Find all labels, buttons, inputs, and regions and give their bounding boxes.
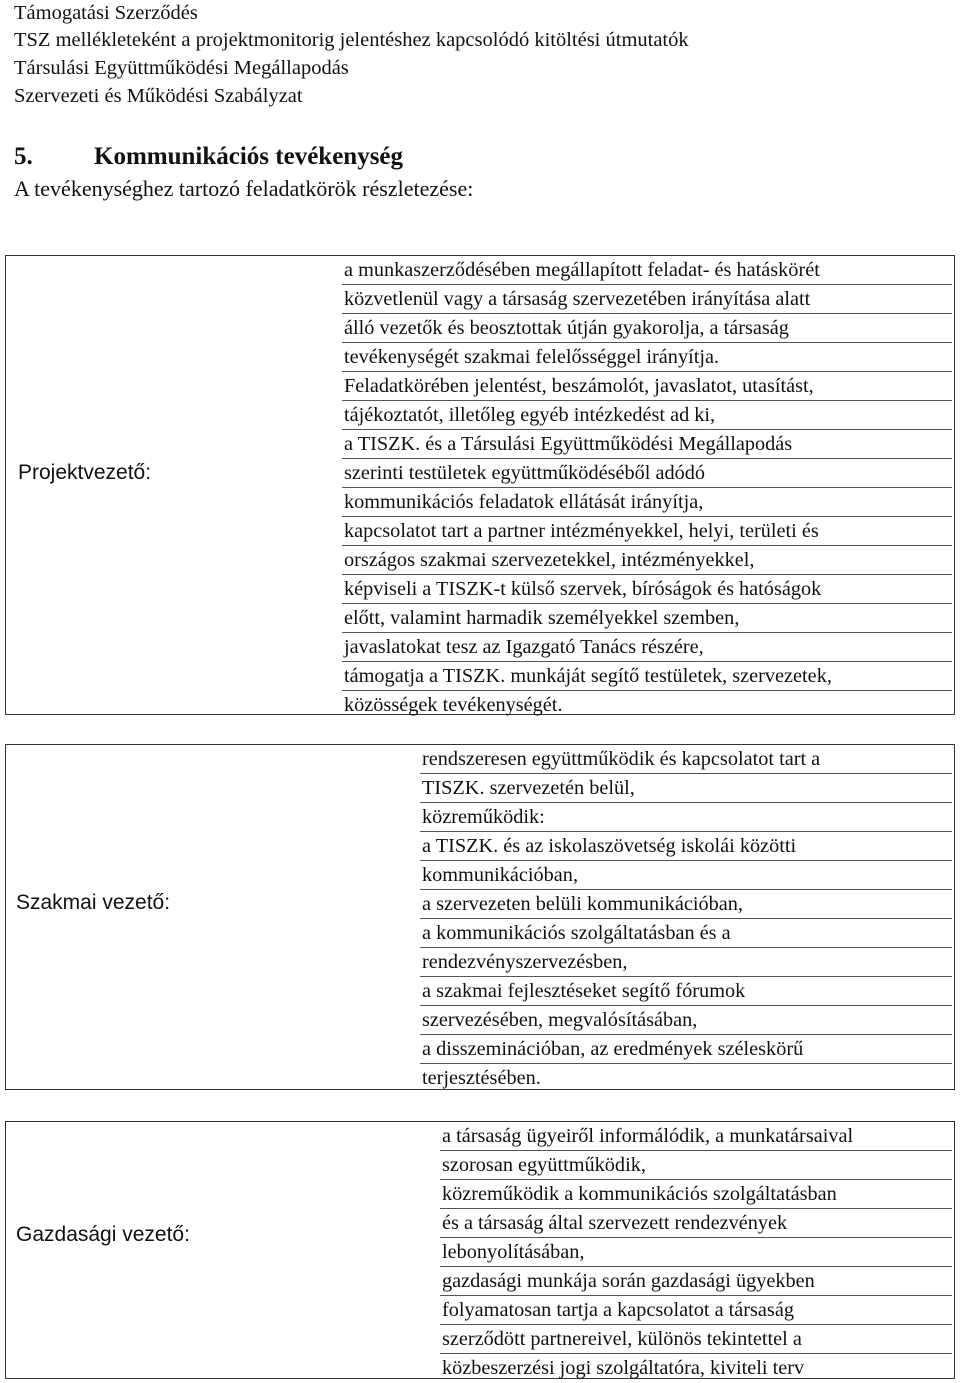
duty-line: a disszeminációban, az eredmények széleskörű	[420, 1035, 952, 1064]
duty-line: terjesztésében.	[422, 1067, 541, 1089]
role-duties-project-manager	[342, 256, 952, 720]
role-label-project-manager: Projektvezető:	[18, 461, 152, 484]
duty-line: közvetlenül vagy a társaság szervezetében irányítása alatt	[342, 285, 952, 314]
duty-line: és a társaság által szervezett rendezvények	[440, 1209, 952, 1238]
section-subtitle: A tevékenységhez tartozó feladatkörök részletezése:	[14, 176, 474, 201]
role-duties-financial-lead	[440, 1122, 952, 1383]
duty-line: a szakmai fejlesztéseket segítő fórumok	[420, 977, 952, 1006]
duty-line: javaslatokat tesz az Igazgató Tanács részére,	[342, 633, 952, 662]
role-label-financial-lead: Gazdasági vezető:	[16, 1223, 190, 1246]
duty-line: a TISZK. és az iskolaszövetség iskolái közötti	[420, 832, 952, 861]
role-duties-professional-lead	[420, 745, 952, 1093]
duty-line: rendszeresen együttműködik és kapcsolatot tart a	[420, 745, 952, 774]
duty-line: a szervezeten belüli kommunikációban,	[420, 890, 952, 919]
duty-line: folyamatosan tartja a kapcsolatot a társaság	[440, 1296, 952, 1325]
duty-line: képviseli a TISZK-t külső szervek, bíróságok és hatóságok	[342, 575, 952, 604]
section-title-text: Kommunikációs tevékenység	[94, 143, 404, 170]
duty-line: előtt, valamint harmadik személyekkel szemben,	[342, 604, 952, 633]
duty-line: közreműködik a kommunikációs szolgáltatásban	[440, 1180, 952, 1209]
duty-line: lebonyolításában,	[440, 1238, 952, 1267]
duty-line: közbeszerzési jogi szolgáltatóra, kiviteli terv	[442, 1357, 805, 1379]
duty-line: álló vezetők és beosztottak útján gyakorolja, a társaság	[342, 314, 952, 343]
duty-line: Feladatkörében jelentést, beszámolót, javaslatot, utasítást,	[342, 372, 952, 401]
duty-line: a munkaszerződésében megállapított feladat- és hatáskörét	[342, 256, 952, 285]
duty-line: TISZK. szervezetén belül,	[420, 774, 952, 803]
duty-line: kapcsolatot tart a partner intézményekkel, helyi, területi és	[342, 517, 952, 546]
duty-line: szorosan együttműködik,	[440, 1151, 952, 1180]
duty-line: szerinti testületek együttműködéséből adódó	[342, 459, 952, 488]
header-line-2: TSZ mellékleteként a projektmonitorig jelentéshez kapcsolódó kitöltési útmutatók	[14, 29, 689, 51]
role-label-cell-professional-lead	[5, 744, 410, 1090]
duty-line: közreműködik:	[420, 803, 952, 832]
role-label-cell-financial-lead	[5, 1121, 432, 1379]
duty-line: kommunikációs feladatok ellátását irányítja,	[342, 488, 952, 517]
duty-line: tevékenységét szakmai felelősséggel irányítja.	[342, 343, 952, 372]
role-label-professional-lead: Szakmai vezető:	[16, 891, 171, 914]
duty-line: közösségek tevékenységét.	[344, 694, 563, 716]
duty-line: országos szakmai szervezetekkel, intézményekkel,	[342, 546, 952, 575]
duty-line: rendezvényszervezésben,	[420, 948, 952, 977]
section-number: 5.	[14, 143, 33, 170]
duty-line: szervezésében, megvalósításában,	[420, 1006, 952, 1035]
header-line-3: Társulási Együttműködési Megállapodás	[14, 57, 349, 79]
duty-line: tájékoztatót, illetőleg egyéb intézkedést ad ki,	[342, 401, 952, 430]
duty-line: a TISZK. és a Társulási Együttműködési Megállapodás	[342, 430, 952, 459]
header-line-4: Szervezeti és Működési Szabályzat	[14, 85, 303, 107]
duty-line: a társaság ügyeiről informálódik, a munkatársaival	[440, 1122, 952, 1151]
duty-line: kommunikációban,	[420, 861, 952, 890]
duty-line: gazdasági munkája során gazdasági ügyekben	[440, 1267, 952, 1296]
duty-line: a kommunikációs szolgáltatásban és a	[420, 919, 952, 948]
duty-line: szerződött partnereivel, különös tekintettel a	[440, 1325, 952, 1354]
duty-line: támogatja a TISZK. munkáját segítő testületek, szervezetek,	[342, 662, 952, 691]
header-line-1: Támogatási Szerződés	[14, 2, 198, 24]
section-title	[14, 142, 403, 172]
